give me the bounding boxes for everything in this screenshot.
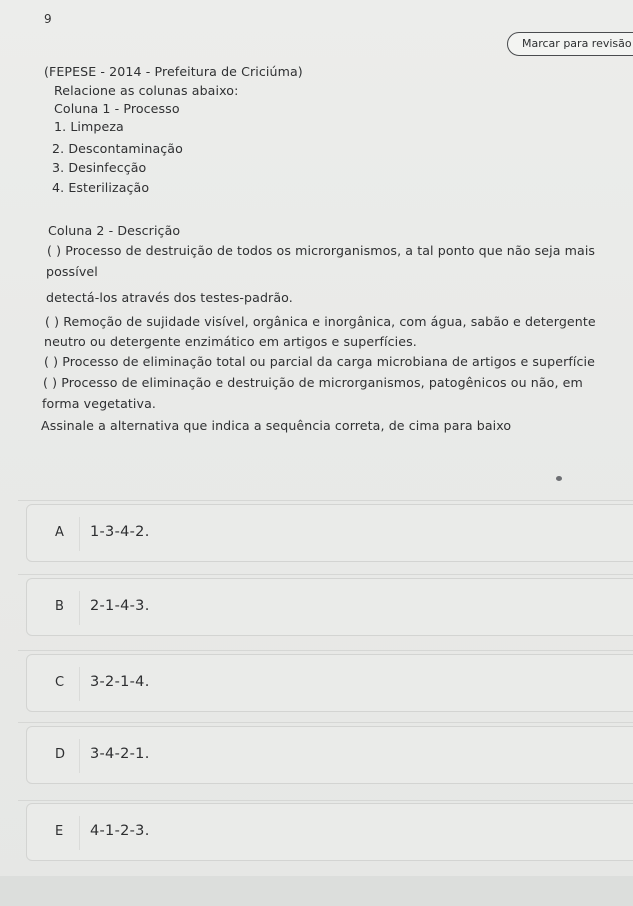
divider <box>18 800 633 801</box>
option-divider <box>79 816 80 850</box>
option-text: 2-1-4-3. <box>90 598 150 614</box>
divider <box>18 650 633 651</box>
column-2-description-cont: forma vegetativa. <box>42 396 156 411</box>
option-divider <box>79 739 80 773</box>
column-2-description-cont: possível <box>46 264 98 279</box>
column-2-description-cont: neutro ou detergente enzimático em artigos e superfícies. <box>44 334 417 349</box>
question-prompt: Assinale a alternativa que indica a sequência correta, de cima para baixo <box>41 418 512 433</box>
question-source: (FEPESE - 2014 - Prefeitura de Criciúma) <box>44 64 303 79</box>
column-2-description: ( ) Processo de eliminação e destruição de microrganismos, patogênicos ou não, em <box>43 375 583 390</box>
option-divider <box>79 517 80 551</box>
column-2-description-cont: detectá-los através dos testes-padrão. <box>46 290 293 305</box>
option-letter: A <box>55 525 64 540</box>
question-number: 9 <box>44 12 52 26</box>
answer-option-e[interactable] <box>26 803 633 861</box>
answer-option-b[interactable] <box>26 578 633 636</box>
column-1-item: 3. Desinfecção <box>52 160 147 175</box>
column-1-item: 1. Limpeza <box>54 119 124 134</box>
answer-option-c[interactable] <box>26 654 633 712</box>
divider <box>18 500 633 501</box>
column-1-heading: Coluna 1 - Processo <box>54 101 180 116</box>
option-letter: C <box>55 675 65 690</box>
mark-for-review-button[interactable]: Marcar para revisão <box>507 32 633 56</box>
option-text: 3-4-2-1. <box>90 746 150 762</box>
option-divider <box>79 667 80 701</box>
option-text: 3-2-1-4. <box>90 674 150 690</box>
instruction-text: Relacione as colunas abaixo: <box>54 83 239 98</box>
answer-option-a[interactable] <box>26 504 633 562</box>
column-2-heading: Coluna 2 - Descrição <box>48 223 181 238</box>
page-bottom-edge <box>0 876 633 906</box>
column-2-description: ( ) Remoção de sujidade visível, orgânica e inorgânica, com água, sabão e detergente <box>45 314 596 329</box>
option-letter: D <box>55 747 66 762</box>
column-2-description: ( ) Processo de destruição de todos os microrganismos, a tal ponto que não seja mais <box>47 243 596 258</box>
cursor-mark <box>556 476 562 481</box>
option-text: 4-1-2-3. <box>90 823 150 839</box>
column-1-item: 4. Esterilização <box>52 180 150 195</box>
divider <box>18 574 633 575</box>
option-divider <box>79 591 80 625</box>
divider <box>18 722 633 723</box>
option-text: 1-3-4-2. <box>90 524 150 540</box>
option-letter: E <box>55 824 64 839</box>
answer-option-d[interactable] <box>26 726 633 784</box>
column-1-item: 2. Descontaminação <box>52 141 183 156</box>
column-2-description: ( ) Processo de eliminação total ou parcial da carga microbiana de artigos e superfície <box>44 354 595 369</box>
option-letter: B <box>55 599 64 614</box>
